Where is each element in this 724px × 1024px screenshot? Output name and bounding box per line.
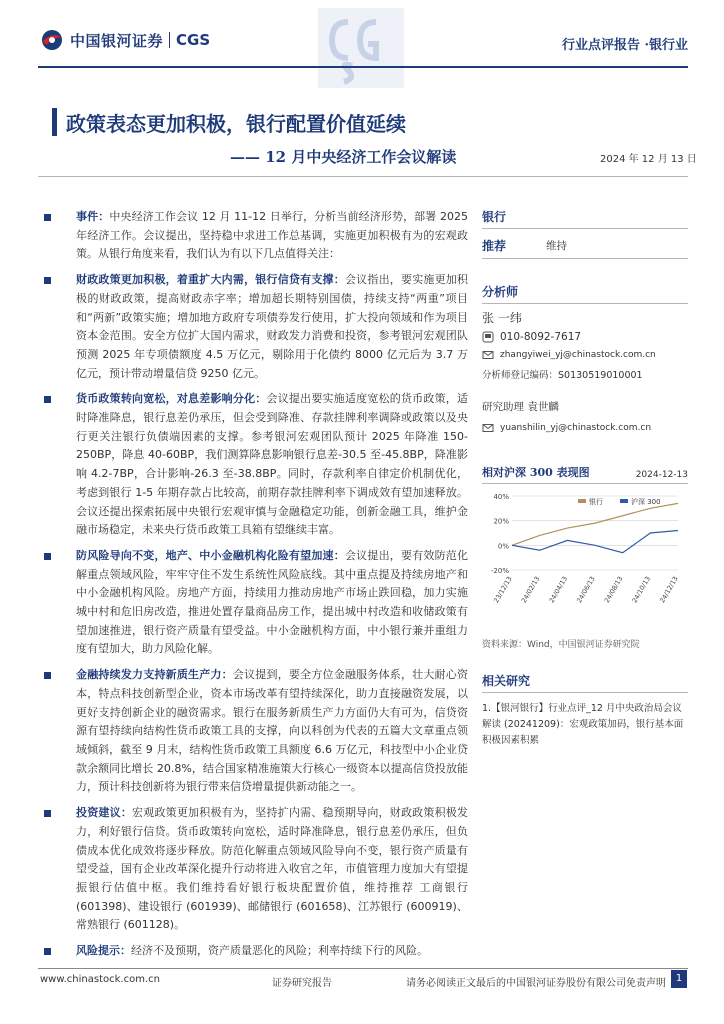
performance-chart [482, 490, 688, 635]
section-text: 会议提出，要有效防范化解重点领域风险，牢牢守住不发生系统性风险底线。其中重点提及持续房地产和中小金融机构风险。房地产方面，持续用力推动房地产市场止跌回稳，加力实施城中村和危旧房改造，推进处置存量商品房工作，提出城中村改造和收储政策有望加速推进，银行资产质量有望受益。中小金融机构方面，中小银行兼并重组力度有望加大，助力风险化解。 [76, 548, 469, 656]
chart-y-tick-label: 0% [497, 542, 509, 551]
bullet-icon [44, 396, 51, 403]
section-event [40, 208, 468, 264]
chart-x-tick-label: 23/12/13 [492, 575, 514, 605]
section-text: 会议提到，要全方位金融服务体系，壮大耐心资本，特点科技创新型企业，资本市场改革有望持续深化，助力直接融资发展，以更好支持创新企业的融资需求。银行在服务新质生产力方面仍大有可为，信贷资源有望持续向结构性货币政策工具的支撑，向以科创为代表的五篇大文章重点领域倾斜，截至 9 月末，结构性货币政策工具额度 6.6 万亿元，科技型中小企业贷款余额同比增长 20.8%，结合国家精准施策大行核心一级资本以提高信贷投放能力，预计科技创新将为银行带来信贷增量提供新动能之一。 [76, 668, 469, 794]
related-research-title: 相关研究 [482, 672, 688, 693]
section-text: 会议指出，要实施更加积极的财政政策，提高财政赤字率；增加超长期特别国债，持续支持“两重”项目和“两新”政策实施；增加地方政府专项债券发行使用，扩大投向领域和作为项目资本金范围。安全方位扩大国内需求，财政发力消费和投资，参考银河宏观团队预测 2025 年专项债额度 4.5 万亿元，剔除用于化债约 8000 亿元后为 3.7 万亿元，预计带动增量信贷 9250 亿元。 [76, 273, 469, 380]
section-text: 会议提出要实施适度宽松的货币政策，适时降准降息，银行息差仍承压，但会受到降准、存款挂牌利率调降或政策以及央行更关注银行负债端因素的支撑。参考银河宏观团队预计 2025 年降准 150-250BP，降息 40-60BP，我们测算降息影响银行息差-30.5 至-45.8BP，降准影响 4.2-7BP，合计影响-26.3 至-38.8BP。同时，存款利率自律定价机制优化，考虑到银行 1-5 年期存款占比较高，前期存款挂牌利率下调成效有望加速释放。会议还提出探索拓展中央银行宏观审慎与金融稳定功能，创新金融工具，维护金融市场稳定，未来央行货币政策工具箱有望继续丰富。 [76, 392, 468, 537]
legend-label: 沪深 300 [631, 498, 661, 506]
chart-title-row [482, 464, 688, 484]
chart-x-tick-label: 24/08/13 [602, 575, 625, 605]
chart-y-ticks [491, 493, 509, 575]
report-date: 2024 年 12 月 13 日 [600, 154, 697, 165]
rating-row [482, 237, 688, 259]
bullet-icon [44, 214, 51, 221]
chart-series-line [512, 531, 678, 553]
rating-value: 维持 [546, 240, 567, 252]
analyst-cert: 分析师登记编码：S0130519010001 [482, 370, 643, 381]
related-research-item[interactable]: 1.【银河银行】行业点评_12 月中央政治局会议解读 (20241209)：宏观政策加码，银行基本面积极因素积累 [482, 703, 684, 746]
bullet-icon [44, 948, 51, 955]
logo-text: 中国银河证券 [70, 31, 164, 50]
chart-source: 资料来源：Wind，中国银河证券研究院 [482, 640, 640, 650]
section-risk-warning [40, 942, 468, 961]
analyst-section-title: 分析师 [482, 283, 688, 304]
bullet-icon [44, 672, 51, 679]
title-divider [38, 176, 688, 177]
rating-label: 推荐 [482, 239, 507, 253]
bullet-icon [44, 810, 51, 817]
cgs-watermark-icon [318, 8, 404, 88]
section-monetary [40, 390, 468, 540]
page-header [0, 0, 724, 90]
email-icon [482, 349, 494, 361]
chart-x-tick-label: 24/12/13 [658, 575, 680, 605]
email-icon [482, 422, 494, 434]
bullet-icon [44, 553, 51, 560]
section-productivity [40, 666, 468, 797]
galaxy-logo-icon [40, 28, 64, 52]
sidebar [482, 208, 688, 749]
section-heading: 金融持续发力支持新质生产力： [76, 668, 233, 682]
chart-title: 相对沪深 300 表现图 [482, 466, 590, 479]
section-investment [40, 804, 468, 935]
chart-y-tick-label: 20% [493, 517, 509, 526]
section-heading: 事件： [76, 210, 110, 223]
chart-y-tick-label: 40% [493, 493, 509, 501]
chart-x-ticks [492, 575, 680, 604]
analyst-phone-row [482, 331, 688, 343]
logo-separator [169, 32, 170, 48]
chart-series-line [512, 503, 678, 545]
company-logo [40, 28, 210, 52]
footer-label: 证券研究报告 [272, 978, 332, 989]
analyst-phone: 010-8092-7617 [500, 331, 582, 343]
chart-x-tick-label: 24/10/13 [630, 575, 653, 605]
industry-label: 银行 [482, 208, 688, 229]
section-heading: 防风险导向不变，地产、中小金融机构化险有望加速： [76, 548, 345, 562]
analyst-name: 张 一纬 [482, 311, 522, 325]
section-text: 经济不及预期，资产质量恶化的风险；利率持续下行的风险。 [131, 944, 428, 958]
logo-cgs: CGS [176, 31, 211, 49]
footer-url[interactable]: www.chinastock.com.cn [40, 974, 160, 985]
section-heading: 投资建议： [76, 806, 133, 820]
chart-y-tick-label: -20% [490, 567, 509, 575]
report-title: 政策表态更加积极，银行配置价值延续 [66, 112, 406, 136]
section-heading: 财政政策更加积极，着重扩大内需，银行信贷有支撑： [76, 273, 345, 287]
section-text: 宏观政策更加积极有为，坚持扩内需、稳预期导向，财政政策积极发力，利好银行信贷。货币政策转向宽松，适时降准降息，银行息差仍承压，但负债成本优化成效将逐步释放。防范化解重点领域风险导向不变，银行资产质量有望受益，国有企业改革深化提升行动将进入收官之年，市值管理力度加大有望提振银行估值中枢。我们维持看好银行板块配置价值，维持推荐 工商银行 (601398)、建设银行 (601939)、邮储银行 (601658)、江苏银行 (600919)、常熟银行 (601128)。 [76, 806, 468, 932]
chart-x-tick-label: 24/06/13 [575, 575, 597, 605]
section-heading: 风险提示： [76, 944, 131, 958]
legend-swatch [620, 499, 628, 503]
analyst-email[interactable]: zhangyiwei_yj@chinastock.com.cn [500, 350, 656, 360]
assistant-email-row [482, 422, 688, 434]
page-number: 1 [671, 970, 687, 988]
legend-label: 银行 [589, 498, 603, 506]
footer-divider [38, 968, 688, 969]
chart-x-tick-label: 24/04/13 [547, 575, 570, 605]
assistant-name: 研究助理 袁世麟 [482, 401, 559, 413]
report-type: 行业点评报告 ·银行业 [561, 38, 688, 53]
phone-icon [482, 331, 494, 343]
assistant-email[interactable]: yuanshilin_yj@chinastock.com.cn [500, 423, 652, 433]
footer-disclaimer: 请务必阅读正文最后的中国银河证券股份有限公司免责声明 [406, 978, 666, 989]
section-fiscal [40, 271, 468, 383]
chart-date: 2024-12-13 [635, 470, 688, 480]
title-accent-bar [52, 108, 57, 136]
header-divider [38, 66, 688, 68]
chart-legend [578, 497, 661, 506]
legend-swatch [578, 499, 586, 503]
analyst-email-row [482, 349, 688, 361]
chart-x-tick-label: 24/02/13 [519, 575, 542, 605]
report-subtitle: —— 12 月中央经济工作会议解读 [230, 148, 457, 166]
section-risk-prevention [40, 547, 468, 659]
section-heading: 货币政策转向宽松，对息差影响分化： [76, 392, 267, 406]
main-content [40, 208, 468, 968]
section-text: 中央经济工作会议 12 月 11-12 日举行，分析当前经济形势，部署 2025 年经济工作。会议提出，坚持稳中求进工作总基调，实施更加积极有为的宏观政策。从银行角度来看，我们认为有以下几点值得关注： [76, 210, 469, 261]
bullet-icon [44, 277, 51, 284]
